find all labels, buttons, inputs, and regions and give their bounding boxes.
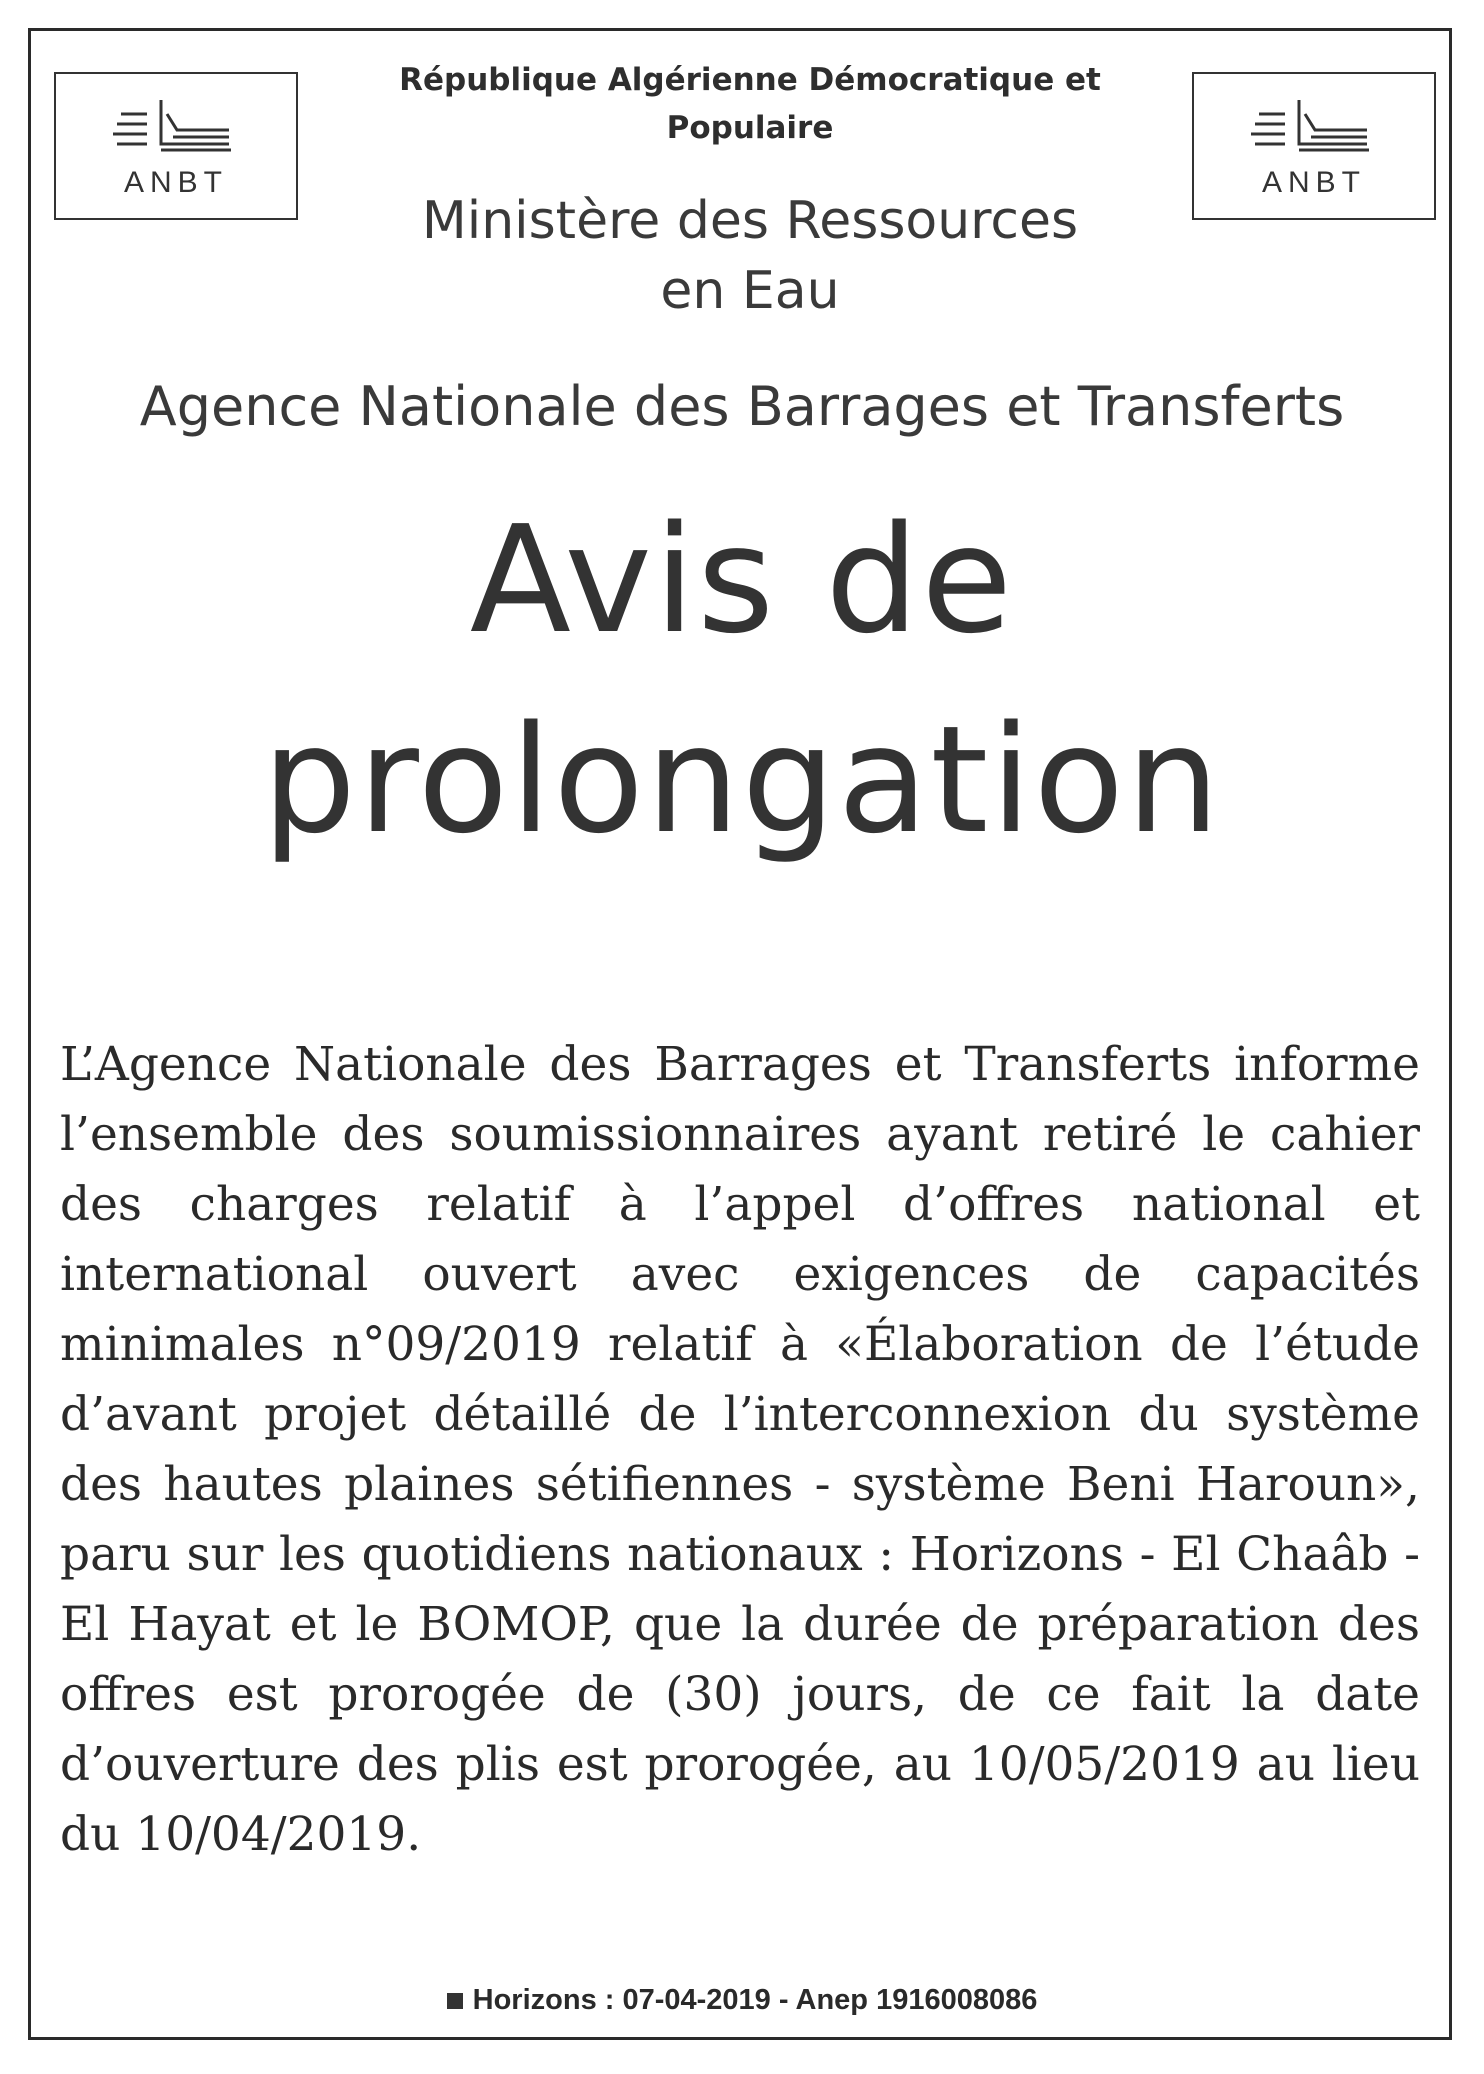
logo-text: ANBT (1261, 166, 1366, 199)
notice-body: L’Agence Nationale des Barrages et Transferts informe l’ensemble des soumissionnaires ayant retiré le cahier des charges relatif à l’appel d’offres national et international ouvert avec exigences de capacités minimales n°09/2019 relatif à «Élaboration de l’étude d’avant projet détaillé de l’interconnexion du système des hautes plaines sétifiennes - système Beni Haroun», paru sur les quotidiens nationaux : Horizons - El Chaâb - El Hayat et le BOMOP, que la durée de préparation des offres est prorogée de (30) jours, de ce fait la date d’ouverture des plis est prorogée, au 10/05/2019 au lieu du 10/04/2019. (60, 1037, 1420, 1862)
publication-footer (40, 1984, 1444, 2017)
anbt-logo-left (54, 72, 298, 220)
square-bullet-icon (447, 1993, 463, 2009)
dam-icon (101, 92, 251, 162)
agency-heading: Agence Nationale des Barrages et Transferts (139, 375, 1345, 438)
logo-text: ANBT (123, 166, 228, 199)
title-line-1: Avis de (469, 494, 1015, 666)
title-line-2: prolongation (262, 694, 1222, 866)
republic-heading: République Algérienne Démocratique et Populaire (399, 62, 1101, 146)
ministry-line-1: Ministère des Ressources (421, 191, 1079, 251)
anbt-logo-right (1192, 72, 1436, 220)
footer-text: Horizons : 07-04-2019 - Anep 1916008086 (472, 1984, 1038, 2016)
notice-title (40, 480, 1444, 880)
ministry-heading (320, 186, 1180, 326)
ministry-line-2: en Eau (660, 261, 840, 321)
dam-icon (1239, 92, 1389, 162)
